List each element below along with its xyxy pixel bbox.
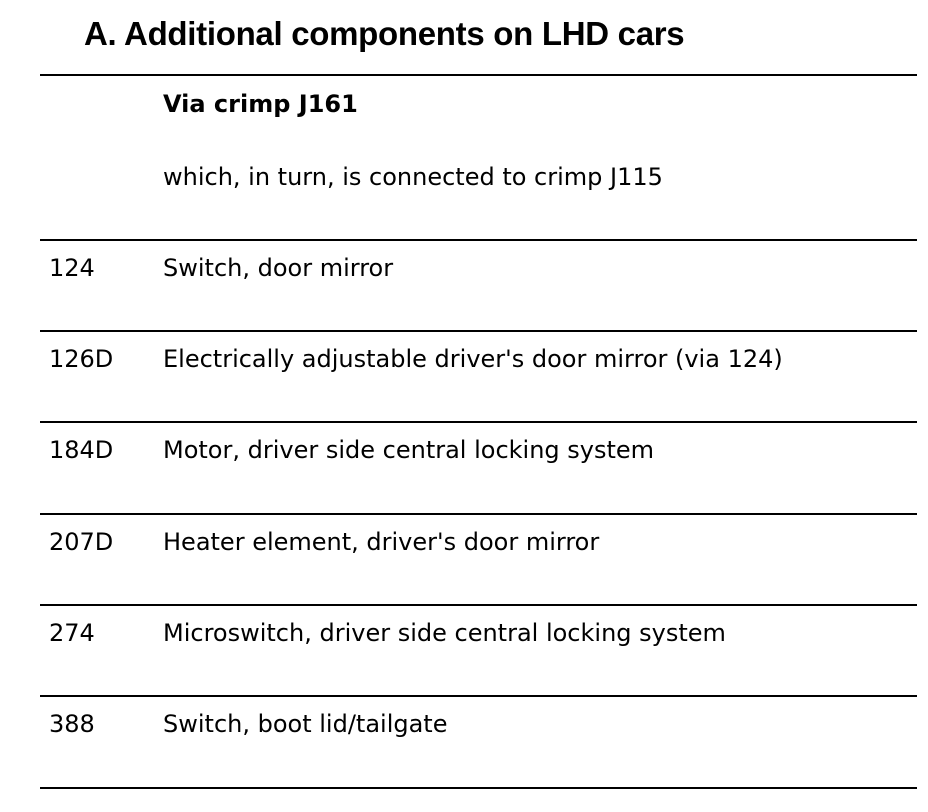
divider bbox=[40, 421, 917, 423]
component-description: Heater element, driver's door mirror bbox=[163, 528, 600, 556]
divider bbox=[40, 787, 917, 789]
component-code: 124 bbox=[49, 254, 95, 282]
page-title: A. Additional components on LHD cars bbox=[84, 15, 685, 52]
component-description: Switch, door mirror bbox=[163, 254, 394, 282]
divider bbox=[40, 604, 917, 606]
component-description: Switch, boot lid/tailgate bbox=[163, 710, 448, 738]
divider bbox=[40, 239, 917, 241]
component-code: 388 bbox=[49, 710, 95, 738]
crimp-heading: Via crimp J161 bbox=[163, 90, 358, 118]
divider bbox=[40, 695, 917, 697]
component-code: 274 bbox=[49, 619, 95, 647]
component-code: 126D bbox=[49, 345, 114, 373]
divider bbox=[40, 330, 917, 332]
component-code: 184D bbox=[49, 436, 114, 464]
component-description: Microswitch, driver side central locking system bbox=[163, 619, 726, 647]
crimp-note: which, in turn, is connected to crimp J115 bbox=[163, 163, 663, 191]
component-description: Motor, driver side central locking system bbox=[163, 436, 655, 464]
divider bbox=[40, 74, 917, 76]
divider bbox=[40, 513, 917, 515]
component-code: 207D bbox=[49, 528, 114, 556]
component-description: Electrically adjustable driver's door mirror (via 124) bbox=[163, 345, 783, 373]
